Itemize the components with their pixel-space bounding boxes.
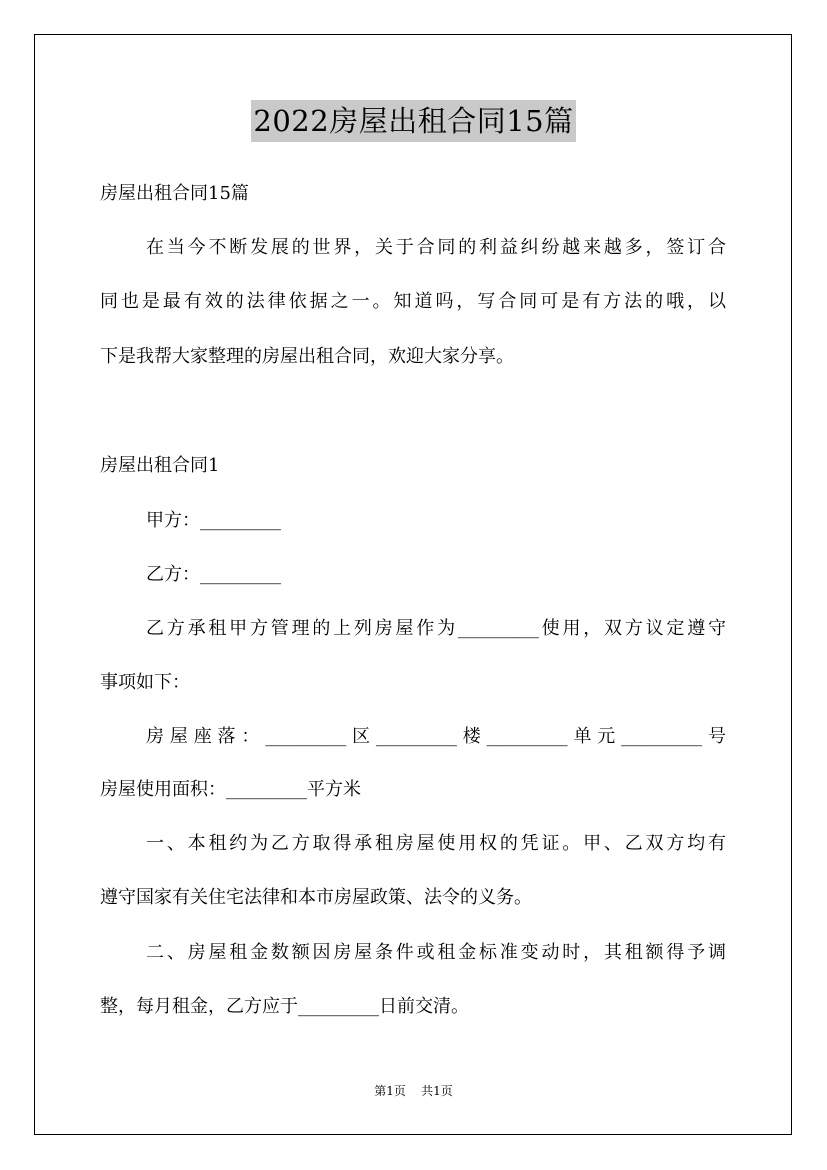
document-subtitle: 房屋出租合同15篇: [100, 183, 249, 204]
document-title: 2022房屋出租合同15篇: [251, 100, 575, 142]
page-footer: [0, 1083, 827, 1099]
area-line: 房屋使用面积：_________平方米: [100, 779, 361, 800]
usage-line-2: 事项如下：: [100, 672, 190, 693]
party-a-line: 甲方：_________: [146, 510, 281, 531]
clause-2-line-1: 二、房屋租金数额因房屋条件或租金标准变动时，其租额得予调: [146, 942, 726, 963]
page-total: 共1页: [421, 1084, 453, 1098]
intro-line-1: 在当今不断发展的世界，关于合同的利益纠纷越来越多，签订合: [146, 237, 726, 258]
title-container: [0, 100, 827, 142]
clause-2-line-2: 整，每月租金，乙方应于_________日前交清。: [100, 996, 469, 1017]
intro-line-2: 同也是最有效的法律依据之一。知道吗，写合同可是有方法的哦，以: [100, 291, 726, 312]
location-line: 房屋座落：_________区_________楼_________单元_________号: [146, 726, 726, 747]
contract-heading: 房屋出租合同1: [100, 455, 220, 476]
page-number: 第1页: [374, 1084, 406, 1098]
intro-line-3: 下是我帮大家整理的房屋出租合同，欢迎大家分享。: [100, 346, 514, 367]
party-b-line: 乙方：_________: [146, 564, 281, 585]
clause-1-line-2: 遵守国家有关住宅法律和本市房屋政策、法令的义务。: [100, 887, 532, 908]
usage-line-1: 乙方承租甲方管理的上列房屋作为_________使用，双方议定遵守: [146, 618, 726, 639]
clause-1-line-1: 一、本租约为乙方取得承租房屋使用权的凭证。甲、乙双方均有: [146, 833, 726, 854]
